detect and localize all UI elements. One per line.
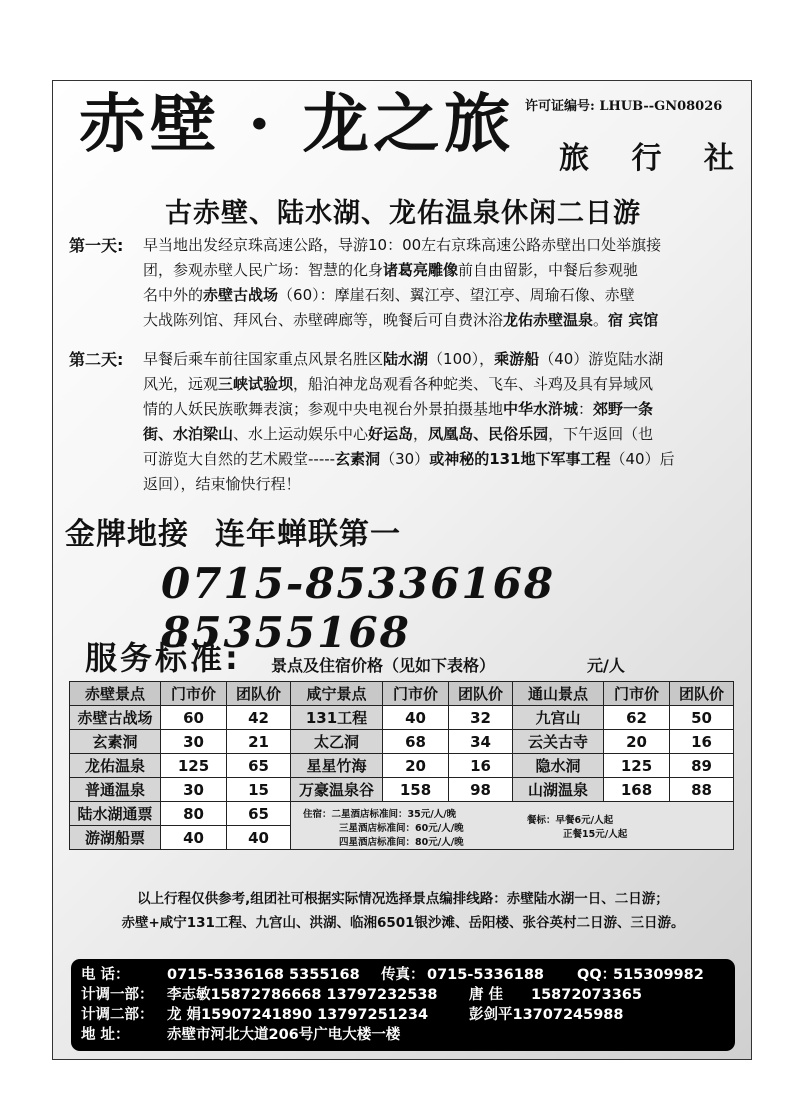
day-two — [69, 347, 749, 497]
price-cell: 34 — [449, 730, 513, 754]
day2-line — [143, 372, 749, 397]
itinerary-text: 、水上运动娱乐中心 — [233, 425, 369, 443]
table-header: 团队价 — [670, 682, 734, 706]
price-cell: 42 — [227, 706, 291, 730]
price-cell: 40 — [227, 826, 291, 850]
price-cell: 30 — [161, 730, 227, 754]
table-header: 团队价 — [227, 682, 291, 706]
dept2-contacts[interactable]: 龙 娟15907241890 13797251234 — [167, 1007, 429, 1023]
price-cell: 21 — [227, 730, 291, 754]
service-title: 服务标准: — [85, 639, 241, 677]
fax-label: 传真： — [381, 967, 425, 983]
price-cell: 80 — [161, 802, 227, 826]
itinerary-text: （40）后 — [610, 450, 675, 468]
qq-value[interactable]: 515309982 — [613, 967, 704, 983]
lodging-prices — [303, 808, 464, 850]
itinerary-text: ，下午返回（也 — [548, 425, 654, 443]
attraction-name: 山湖温泉 — [513, 778, 604, 802]
phone-label: 电 话： — [81, 967, 130, 983]
dept1-label: 计调一部： — [81, 987, 154, 1003]
price-cell: 62 — [604, 706, 670, 730]
meal-line: 餐标：早餐6元/人起 — [527, 815, 614, 826]
highlight-text: 诸葛亮雕像 — [383, 261, 459, 279]
price-cell: 168 — [604, 778, 670, 802]
itinerary-text: 早餐后乘车前往国家重点风景名胜区 — [143, 350, 384, 368]
price-cell: 40 — [161, 826, 227, 850]
price-cell: 20 — [383, 754, 449, 778]
day2-line — [143, 347, 749, 372]
service-unit: 元/人 — [587, 656, 625, 675]
day1-line — [143, 258, 749, 283]
itinerary-text: 名中外的 — [143, 286, 204, 304]
highlight-text: 三峡试验坝 — [218, 375, 294, 393]
contact-row-phone — [81, 965, 735, 985]
price-cell: 32 — [449, 706, 513, 730]
attraction-name: 玄素洞 — [70, 730, 161, 754]
highlight-text: 郊野一条 — [593, 400, 654, 418]
highlight-text: 赤壁古战场 — [203, 286, 279, 304]
contact-row-address — [81, 1025, 735, 1045]
day2-line — [143, 422, 749, 447]
slogan — [65, 509, 401, 553]
price-table — [69, 681, 734, 850]
hotline-numbers[interactable]: 0715-85336168 85355168 — [161, 559, 556, 657]
itinerary-text: （100）， — [428, 350, 495, 368]
itinerary-text: 情的人妖民族歌舞表演；参观中央电视台外景拍摄基地 — [143, 400, 504, 418]
day2-line — [143, 447, 749, 472]
itinerary-note — [53, 887, 752, 935]
highlight-text: 中华水浒城 — [503, 400, 579, 418]
table-row — [70, 802, 734, 826]
table-row — [70, 706, 734, 730]
attraction-name: 赤壁古战场 — [70, 706, 161, 730]
dept2-second-contact[interactable]: 彭剑平13707245988 — [469, 1007, 624, 1023]
day1-line — [143, 283, 749, 308]
itinerary-text: ： — [578, 400, 594, 418]
day1-line — [143, 308, 749, 333]
price-cell: 15 — [227, 778, 291, 802]
table-row — [70, 778, 734, 802]
price-cell: 158 — [383, 778, 449, 802]
meal-line: 正餐15元/人起 — [563, 829, 628, 840]
phone-value[interactable]: 0715-5336168 5355168 — [167, 967, 360, 983]
attraction-name: 隐水洞 — [513, 754, 604, 778]
price-cell: 65 — [227, 802, 291, 826]
highlight-text: 街、水泊梁山 — [143, 425, 234, 443]
attraction-name: 九宫山 — [513, 706, 604, 730]
attraction-name: 太乙洞 — [291, 730, 383, 754]
price-cell: 65 — [227, 754, 291, 778]
itinerary-text: 团，参观赤壁人民广场：智慧的化身 — [143, 261, 384, 279]
tour-title: 古赤壁、陆水湖、龙佑温泉休闲二日游 — [165, 198, 641, 229]
price-cell: 125 — [604, 754, 670, 778]
price-cell: 20 — [604, 730, 670, 754]
price-cell: 88 — [670, 778, 734, 802]
price-cell: 40 — [383, 706, 449, 730]
table-header: 通山景点 — [513, 682, 604, 706]
table-header: 团队价 — [449, 682, 513, 706]
brand-suffix: 旅 行 社 — [559, 141, 750, 176]
license-number: 许可证编号: LHUB--GN08026 — [525, 99, 723, 114]
attraction-name: 陆水湖通票 — [70, 802, 161, 826]
table-header-row — [70, 682, 734, 706]
itinerary-text: 风光，远观 — [143, 375, 219, 393]
dept1-second-name: 唐 佳 — [469, 987, 504, 1003]
table-header: 赤壁景点 — [70, 682, 161, 706]
slogan-part-1: 金牌地接 — [65, 517, 189, 552]
itinerary-text: （60）：摩崖石刻、翼江亭、望江亭、周瑜石像、赤壁 — [278, 286, 635, 304]
itinerary-text: ， — [413, 425, 429, 443]
price-cell: 16 — [670, 730, 734, 754]
itinerary-note-line-2: 赤壁+咸宁131工程、九宫山、洪湖、临湘6501银沙滩、岳阳楼、张谷英村二日游、三日游。 — [121, 915, 685, 931]
qq-label: QQ： — [577, 967, 617, 983]
highlight-text: 乘游船 — [494, 350, 540, 368]
table-header: 咸宁景点 — [291, 682, 383, 706]
itinerary-text: 返回），结束愉快行程！ — [143, 475, 301, 493]
itinerary-text: ，船泊神龙岛观看各种蛇类、飞车、斗鸡及具有异域风 — [293, 375, 654, 393]
day-two-label: 第二天: — [69, 350, 124, 369]
table-header: 门市价 — [383, 682, 449, 706]
attraction-name: 游湖船票 — [70, 826, 161, 850]
contact-row-dept2 — [81, 1005, 735, 1025]
price-cell: 60 — [161, 706, 227, 730]
contact-row-dept1 — [81, 985, 735, 1005]
day-one-label: 第一天: — [69, 236, 124, 255]
highlight-text: 宿 宾馆 — [608, 311, 659, 329]
flyer — [52, 80, 752, 1060]
itinerary-note-line-1: 以上行程仅供参考,组团社可根据实际情况选择景点编排线路：赤壁陆水湖一日、二日游； — [137, 891, 669, 907]
price-cell: 89 — [670, 754, 734, 778]
itinerary-text: 可游览大自然的艺术殿堂----- — [143, 450, 336, 468]
day-one — [69, 233, 749, 333]
slogan-part-2: 连年蝉联第一 — [215, 517, 401, 552]
day2-line — [143, 472, 749, 497]
price-cell: 125 — [161, 754, 227, 778]
address-value: 赤壁市河北大道206号广电大楼一楼 — [167, 1027, 401, 1043]
day1-line — [143, 233, 749, 258]
dept2-label: 计调二部： — [81, 1007, 154, 1023]
table-row — [70, 754, 734, 778]
attraction-name: 131工程 — [291, 706, 383, 730]
highlight-text: 陆水湖 — [383, 350, 429, 368]
attraction-name: 普通温泉 — [70, 778, 161, 802]
highlight-text: 凤凰岛、民俗乐园 — [428, 425, 549, 443]
price-cell: 16 — [449, 754, 513, 778]
attraction-name: 万豪温泉谷 — [291, 778, 383, 802]
price-cell: 98 — [449, 778, 513, 802]
price-cell: 30 — [161, 778, 227, 802]
lodging-meal-notes — [291, 802, 734, 850]
service-note: 景点及住宿价格（见如下表格） — [271, 656, 496, 675]
itinerary-text: （30） — [380, 450, 430, 468]
itinerary-text: （40）游览陆水湖 — [539, 350, 664, 368]
highlight-text: 好运岛 — [368, 425, 414, 443]
attraction-name: 星星竹海 — [291, 754, 383, 778]
dept1-second-phone[interactable]: 15872073365 — [531, 987, 642, 1003]
meal-prices — [527, 814, 627, 842]
contact-panel — [71, 959, 735, 1051]
lodging-line: 四星酒店标准间：80元/人/晚 — [339, 837, 464, 848]
address-label: 地 址： — [81, 1027, 130, 1043]
itinerary-text: 早当地出发经京珠高速公路，导游10：00左右京珠高速公路赤壁出口处举旗接 — [143, 236, 662, 254]
price-cell: 68 — [383, 730, 449, 754]
day-two-text — [143, 347, 749, 497]
highlight-text: 玄素洞 — [335, 450, 381, 468]
price-cell: 50 — [670, 706, 734, 730]
lodging-line: 三星酒店标准间：60元/人/晚 — [339, 823, 464, 834]
itinerary-text: 。 — [593, 311, 609, 329]
attraction-name: 云关古寺 — [513, 730, 604, 754]
table-header: 门市价 — [161, 682, 227, 706]
dept1-contacts[interactable]: 李志敏15872786668 13797232538 — [167, 987, 438, 1003]
attraction-name: 龙佑温泉 — [70, 754, 161, 778]
brand-name: 赤壁 · 龙之旅 — [79, 87, 515, 162]
itinerary-text: 前自由留影，中餐后参观驰 — [458, 261, 639, 279]
day-one-text — [143, 233, 749, 333]
lodging-line: 住宿：二星酒店标准间：35元/人/晚 — [303, 809, 457, 820]
highlight-text: 龙佑赤壁温泉 — [503, 311, 594, 329]
table-row — [70, 730, 734, 754]
itinerary-text: 大战陈列馆、拜风台、赤壁碑廊等，晚餐后可自费沐浴 — [143, 311, 504, 329]
fax-value[interactable]: 0715-5336188 — [427, 967, 544, 983]
highlight-text: 或神秘的131地下军事工程 — [429, 450, 611, 468]
table-header: 门市价 — [604, 682, 670, 706]
day2-line — [143, 397, 749, 422]
